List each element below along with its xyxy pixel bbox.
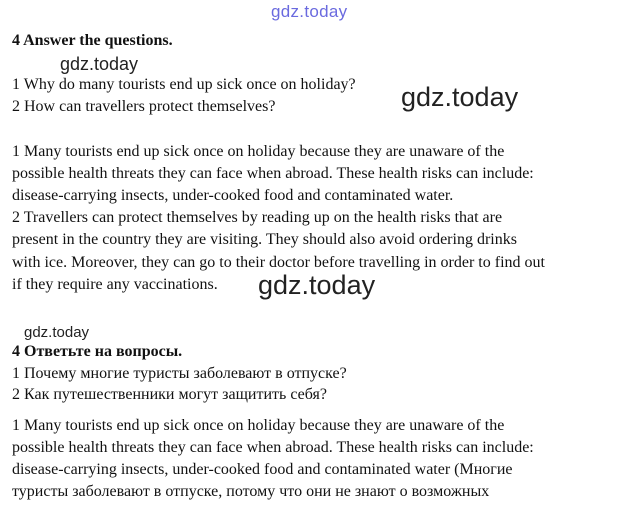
watermark-top: gdz.today xyxy=(271,2,348,21)
answer-line: disease-carrying insects, under-cooked food and contaminated water. xyxy=(12,187,454,204)
watermark: gdz.today xyxy=(401,82,519,112)
watermark: gdz.today xyxy=(60,54,139,74)
question-line: 2 Как путешественники могут защитить себя? xyxy=(12,386,327,403)
question-line: 2 How can travellers protect themselves? xyxy=(12,98,276,115)
watermark: gdz.today xyxy=(258,270,376,300)
answer-line: possible health threats they can face when abroad. These health risks can include: xyxy=(12,439,534,456)
answer-line: disease-carrying insects, under-cooked food and contaminated water (Многие xyxy=(12,461,513,478)
task-heading-ru: 4 Ответьте на вопросы. xyxy=(12,343,183,360)
answer-line: 2 Travellers can protect themselves by reading up on the health risks that are xyxy=(12,209,503,226)
answer-line: if they require any vaccinations. xyxy=(12,276,218,293)
answer-line: present in the country they are visiting. They should also avoid ordering drinks xyxy=(12,231,517,248)
question-line: 1 Почему многие туристы заболевают в отпуске? xyxy=(12,365,347,382)
task-heading-en: 4 Answer the questions. xyxy=(12,32,173,49)
watermark: gdz.today xyxy=(24,324,90,341)
answer-line: with ice. Moreover, they can go to their doctor before travelling in order to find out xyxy=(12,254,545,271)
answer-line: possible health threats they can face when abroad. These health risks can include: xyxy=(12,165,534,182)
answer-line: туристы заболевают в отпуске, потому что они не знают о возможных xyxy=(12,483,490,500)
answer-line: 1 Many tourists end up sick once on holiday because they are unaware of the xyxy=(12,417,505,434)
question-line: 1 Why do many tourists end up sick once on holiday? xyxy=(12,76,356,93)
answer-line: 1 Many tourists end up sick once on holiday because they are unaware of the xyxy=(12,143,505,160)
